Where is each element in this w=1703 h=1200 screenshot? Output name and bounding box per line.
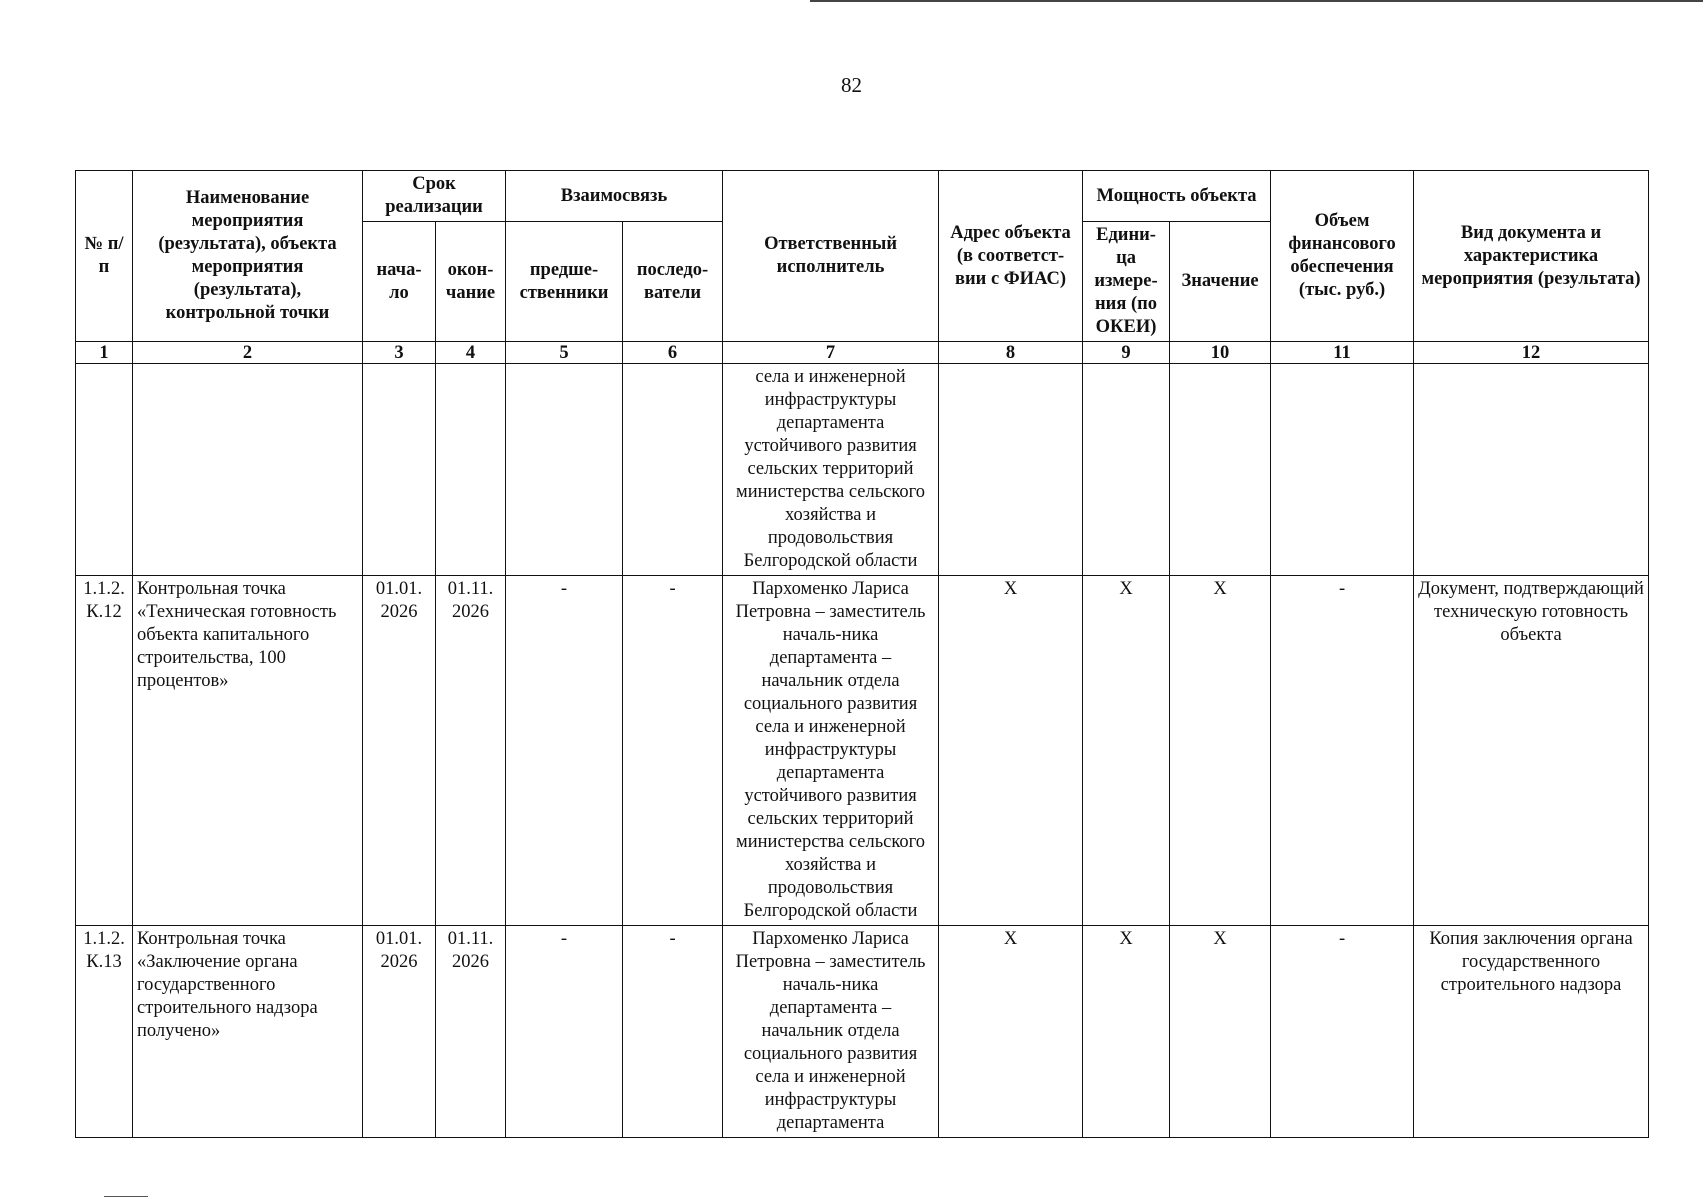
cell-address: X (939, 576, 1083, 926)
cell-predecessors: - (506, 926, 623, 1138)
column-number: 8 (939, 342, 1083, 364)
cell-num: 1.1.2. К.13 (76, 926, 133, 1138)
cell-responsible: села и инженерной инфраструктуры департамента устойчивого развития сельских территорий министерства сельского хозяйства и продовольствия Белгородской области (723, 364, 939, 576)
table-row (76, 576, 1649, 926)
column-number: 7 (723, 342, 939, 364)
cell-unit: X (1083, 926, 1170, 1138)
cell-num (76, 364, 133, 576)
cell-end (436, 364, 506, 576)
header-value: Значение (1170, 222, 1271, 342)
header-responsible: Ответственный исполнитель (723, 171, 939, 342)
cell-start: 01.01. 2026 (363, 926, 436, 1138)
page-number: 82 (841, 73, 862, 97)
header-link-group: Взаимосвязь (506, 171, 723, 222)
header-doc-type: Вид документа и характеристика мероприятия (результата) (1414, 171, 1649, 342)
cell-name (133, 364, 363, 576)
cell-finance (1271, 364, 1414, 576)
column-number: 6 (623, 342, 723, 364)
cell-unit (1083, 364, 1170, 576)
column-number: 5 (506, 342, 623, 364)
column-number: 10 (1170, 342, 1271, 364)
cell-doc-type (1414, 364, 1649, 576)
header-finance: Объем финансового обеспечения (тыс. руб.) (1271, 171, 1414, 342)
cell-finance: - (1271, 576, 1414, 926)
cell-end: 01.11. 2026 (436, 576, 506, 926)
cell-predecessors: - (506, 576, 623, 926)
cell-value: X (1170, 926, 1271, 1138)
cell-finance: - (1271, 926, 1414, 1138)
header-successors: последо-ватели (623, 222, 723, 342)
cell-successors (623, 364, 723, 576)
column-number: 4 (436, 342, 506, 364)
cell-predecessors (506, 364, 623, 576)
cell-responsible: Пархоменко Лариса Петровна – заместитель началь-ника департамента – начальник отдела социального развития села и инженерной инфраструктуры департамента (723, 926, 939, 1138)
header-name: Наименование мероприятия (результата), объекта мероприятия (результата), контрольной точки (133, 171, 363, 342)
header-end: окон-чание (436, 222, 506, 342)
cell-end: 01.11. 2026 (436, 926, 506, 1138)
header-num: № п/п (76, 171, 133, 342)
table-row (76, 364, 1649, 576)
header-address: Адрес объекта (в соответст-вии с ФИАС) (939, 171, 1083, 342)
cell-start: 01.01. 2026 (363, 576, 436, 926)
cell-address (939, 364, 1083, 576)
plan-table (75, 170, 1649, 1138)
header-start: нача-ло (363, 222, 436, 342)
cell-doc-type: Копия заключения органа государственного строительного надзора (1414, 926, 1649, 1138)
column-number: 1 (76, 342, 133, 364)
table-row (76, 926, 1649, 1138)
column-number: 3 (363, 342, 436, 364)
cell-address: X (939, 926, 1083, 1138)
column-number: 2 (133, 342, 363, 364)
cell-successors: - (623, 926, 723, 1138)
cell-doc-type: Документ, подтверждающий техническую готовность объекта (1414, 576, 1649, 926)
header-predecessors: предше-ственники (506, 222, 623, 342)
top-edge-rule (810, 0, 1703, 2)
cell-name: Контрольная точка «Заключение органа государственного строительного надзора получено» (133, 926, 363, 1138)
cell-successors: - (623, 576, 723, 926)
column-number: 9 (1083, 342, 1170, 364)
header-period-group: Срок реализации (363, 171, 506, 222)
column-number: 11 (1271, 342, 1414, 364)
header-capacity-group: Мощность объекта (1083, 171, 1271, 222)
cell-unit: X (1083, 576, 1170, 926)
cell-num: 1.1.2. К.12 (76, 576, 133, 926)
column-number: 12 (1414, 342, 1649, 364)
footer-mark (104, 1196, 148, 1197)
cell-start (363, 364, 436, 576)
cell-responsible: Пархоменко Лариса Петровна – заместитель началь-ника департамента – начальник отдела социального развития села и инженерной инфраструктуры департамента устойчивого развития сельских территорий министерства сельского хозяйства и продовольствия Белгородской области (723, 576, 939, 926)
header-unit: Едини-ца измере-ния (по ОКЕИ) (1083, 222, 1170, 342)
cell-value (1170, 364, 1271, 576)
cell-value: X (1170, 576, 1271, 926)
cell-name: Контрольная точка «Техническая готовность объекта капитального строительства, 100 процентов» (133, 576, 363, 926)
